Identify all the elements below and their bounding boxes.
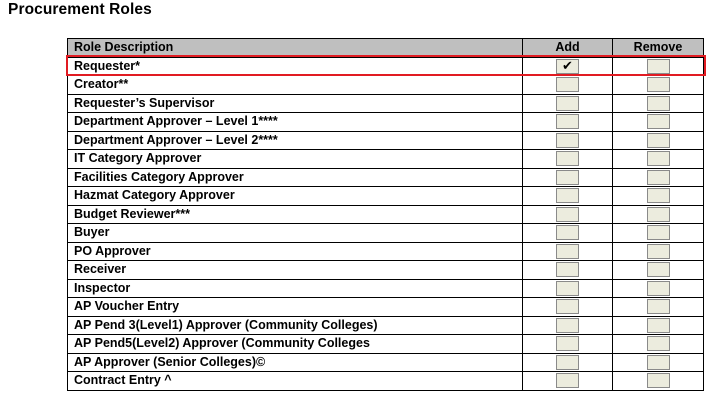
add-checkbox[interactable] xyxy=(556,281,579,296)
role-label: PO Approver xyxy=(68,242,523,261)
role-label: Buyer xyxy=(68,224,523,243)
table-row xyxy=(68,242,704,261)
remove-checkbox[interactable] xyxy=(647,318,670,333)
table-row xyxy=(68,57,704,76)
table-row xyxy=(68,279,704,298)
role-label: AP Pend5(Level2) Approver (Community Colleges xyxy=(68,335,523,354)
procurement-roles-table xyxy=(67,38,704,391)
remove-checkbox[interactable] xyxy=(647,114,670,129)
remove-checkbox[interactable] xyxy=(647,77,670,92)
table-row xyxy=(68,372,704,391)
remove-checkbox[interactable] xyxy=(647,225,670,240)
add-checkbox[interactable] xyxy=(556,114,579,129)
add-checkbox[interactable] xyxy=(556,188,579,203)
remove-checkbox[interactable] xyxy=(647,133,670,148)
add-checkbox[interactable] xyxy=(556,207,579,222)
table-row xyxy=(68,131,704,150)
add-checkbox[interactable] xyxy=(556,133,579,148)
add-checkbox[interactable] xyxy=(556,151,579,166)
remove-checkbox[interactable] xyxy=(647,207,670,222)
remove-checkbox[interactable] xyxy=(647,281,670,296)
remove-checkbox[interactable] xyxy=(647,373,670,388)
column-header-add: Add xyxy=(523,39,613,58)
role-label: Requester* xyxy=(68,57,523,76)
column-header-role-description: Role Description xyxy=(68,39,523,58)
table-row xyxy=(68,150,704,169)
table-row xyxy=(68,353,704,372)
column-header-remove: Remove xyxy=(613,39,704,58)
table-row xyxy=(68,224,704,243)
role-label: Hazmat Category Approver xyxy=(68,187,523,206)
add-checkbox[interactable] xyxy=(556,244,579,259)
role-label: Inspector xyxy=(68,279,523,298)
add-checkbox[interactable] xyxy=(556,170,579,185)
role-label: Creator** xyxy=(68,76,523,95)
table-row xyxy=(68,261,704,280)
table-row xyxy=(68,113,704,132)
section-title: Procurement Roles xyxy=(8,1,152,18)
table-row xyxy=(68,187,704,206)
role-label: Contract Entry ^ xyxy=(68,372,523,391)
role-label: Department Approver – Level 1**** xyxy=(68,113,523,132)
add-checkbox[interactable] xyxy=(556,262,579,277)
table-row xyxy=(68,316,704,335)
remove-checkbox[interactable] xyxy=(647,262,670,277)
remove-checkbox[interactable] xyxy=(647,151,670,166)
role-label: Requester’s Supervisor xyxy=(68,94,523,113)
role-label: Budget Reviewer*** xyxy=(68,205,523,224)
table-row xyxy=(68,205,704,224)
remove-checkbox[interactable] xyxy=(647,299,670,314)
table-header-row xyxy=(68,39,704,58)
role-label: AP Voucher Entry xyxy=(68,298,523,317)
role-label: Facilities Category Approver xyxy=(68,168,523,187)
add-checkbox[interactable] xyxy=(556,336,579,351)
table-row xyxy=(68,335,704,354)
add-checkbox[interactable]: ✔ xyxy=(556,59,579,74)
add-checkbox[interactable] xyxy=(556,299,579,314)
remove-checkbox[interactable] xyxy=(647,336,670,351)
remove-checkbox[interactable] xyxy=(647,244,670,259)
remove-checkbox[interactable] xyxy=(647,59,670,74)
table-row xyxy=(68,168,704,187)
remove-checkbox[interactable] xyxy=(647,188,670,203)
table-row xyxy=(68,94,704,113)
remove-checkbox[interactable] xyxy=(647,355,670,370)
add-checkbox[interactable] xyxy=(556,318,579,333)
table-row xyxy=(68,76,704,95)
add-checkbox[interactable] xyxy=(556,225,579,240)
table-row xyxy=(68,298,704,317)
add-checkbox[interactable] xyxy=(556,77,579,92)
role-label: IT Category Approver xyxy=(68,150,523,169)
add-checkbox[interactable] xyxy=(556,355,579,370)
role-label: Department Approver – Level 2**** xyxy=(68,131,523,150)
remove-checkbox[interactable] xyxy=(647,170,670,185)
role-label: Receiver xyxy=(68,261,523,280)
role-label: AP Pend 3(Level1) Approver (Community Colleges) xyxy=(68,316,523,335)
add-checkbox[interactable] xyxy=(556,96,579,111)
add-checkbox[interactable] xyxy=(556,373,579,388)
role-label: AP Approver (Senior Colleges)© xyxy=(68,353,523,372)
remove-checkbox[interactable] xyxy=(647,96,670,111)
